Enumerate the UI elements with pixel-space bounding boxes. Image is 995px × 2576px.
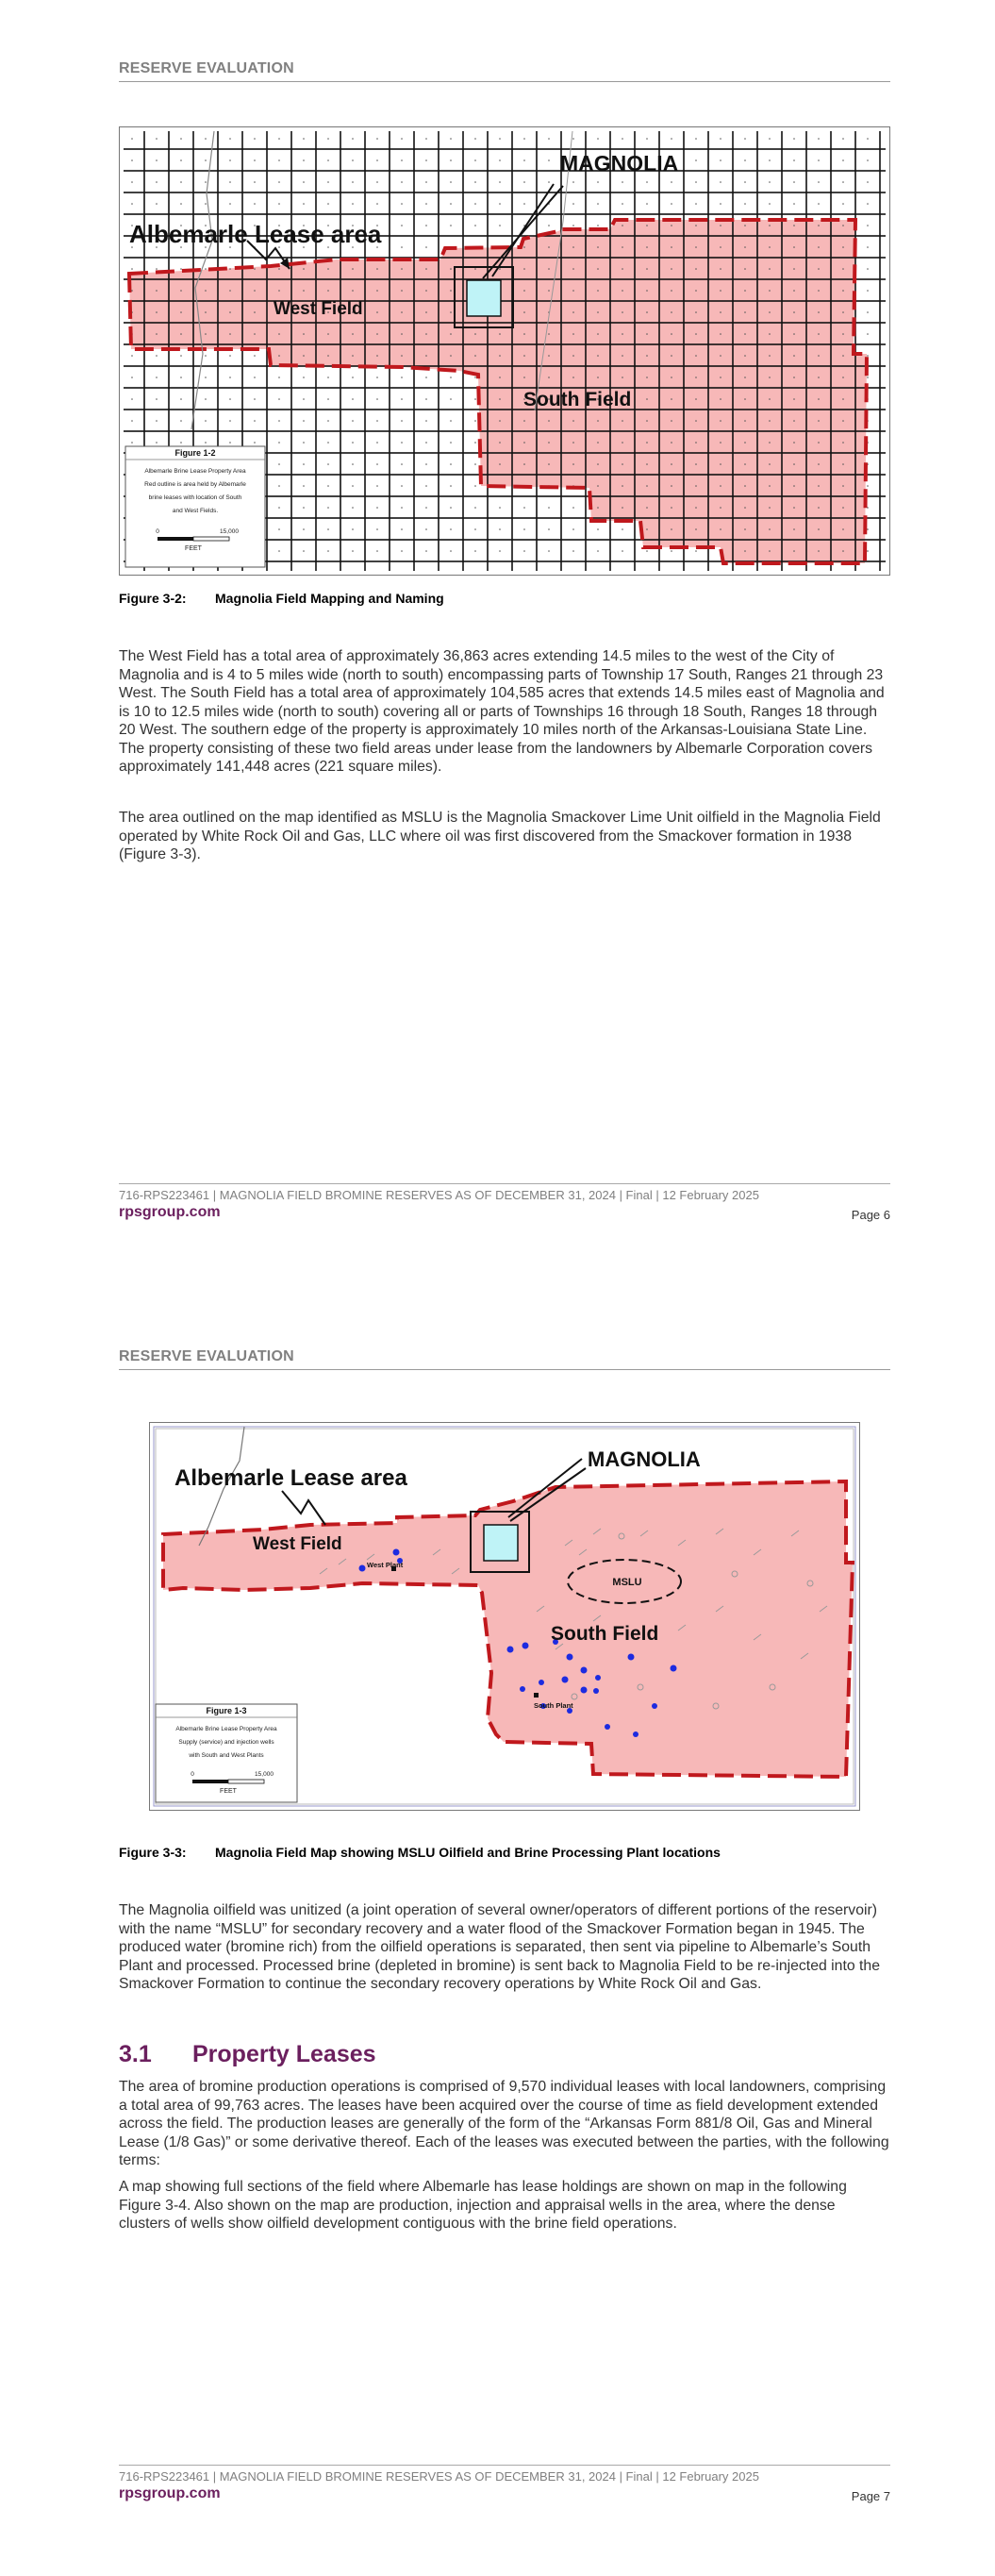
- page-7: [0, 1288, 995, 2576]
- header-rule: [119, 1369, 890, 1370]
- west-plant-label: West Plant: [367, 1561, 404, 1569]
- paragraph: The area outlined on the map identified as MSLU is the Magnolia Smackover Lime Unit oilfield in the Magnolia Field operated by White Rock Oil and Gas, LLC where oil was first discovered from the Smackover formation in 1938 (Figure 3-3).: [119, 810, 881, 862]
- section-heading: [119, 2041, 376, 2068]
- west-field-label: West Field: [253, 1534, 342, 1554]
- figure-3-2-caption: [119, 591, 444, 606]
- running-header: RESERVE EVALUATION: [119, 60, 294, 76]
- scale-bar: [192, 1780, 228, 1783]
- legend-line: with South and West Plants: [189, 1752, 264, 1759]
- paragraph: The area of bromine production operations is comprised of 9,570 individual leases with local landowners, comprising a total area of 99,763 acres. The leases have been acquired over the course of time as field development extended across the field. The production leases are generally of the form of the “Arkansas Form 881/8 Oil, Gas and Mineral Lease (1/8 Gas)” or some derivative thereof. Each of the leases was executed between the parties, with the following terms:: [119, 2079, 889, 2168]
- footer-site-link[interactable]: rpsgroup.com: [119, 2485, 221, 2501]
- albemarle-lease-label: Albemarle Lease area: [174, 1465, 407, 1491]
- footer-doc-ref: 716-RPS223461 | MAGNOLIA FIELD BROMINE RESERVES AS OF DECEMBER 31, 2024 | Final | 12 February 2025: [119, 1188, 759, 1202]
- mslu-label: MSLU: [612, 1577, 642, 1588]
- scale-start: 0: [156, 528, 159, 535]
- legend-line: Supply (service) and injection wells: [178, 1739, 274, 1746]
- legend-line: and West Fields.: [172, 508, 219, 514]
- caption-number: Figure 3-3:: [119, 1845, 187, 1860]
- section-number: 3.1: [119, 2041, 152, 2067]
- figure-3-3-caption: [119, 1845, 721, 1860]
- west-field-label: West Field: [274, 299, 363, 319]
- footer-doc-ref: 716-RPS223461 | MAGNOLIA FIELD BROMINE RESERVES AS OF DECEMBER 31, 2024 | Final | 12 February 2025: [119, 2469, 759, 2484]
- south-plant-label: South Plant: [534, 1701, 573, 1710]
- magnolia-label: MAGNOLIA: [560, 151, 679, 176]
- scale-end: 15,000: [255, 1771, 274, 1778]
- figure-3-2-svg: [120, 127, 889, 575]
- legend-title: Figure 1-2: [174, 448, 216, 458]
- paragraph: A map showing full sections of the field where Albemarle has lease holdings are shown on map in the following Figure 3-4. Also shown on the map are production, injection and appraisal wells in the area, where the dense clusters of wells show oilfield development contiguous with the brine field operations.: [119, 2179, 847, 2232]
- caption-text: Magnolia Field Map showing MSLU Oilfield and Brine Processing Plant locations: [215, 1845, 721, 1860]
- scale-unit: FEET: [220, 1788, 237, 1795]
- albemarle-lease-label: Albemarle Lease area: [129, 220, 382, 248]
- scale-bar: [158, 537, 193, 541]
- legend-line: Albemarle Brine Lease Property Area: [175, 1726, 277, 1732]
- footer-site-link[interactable]: rpsgroup.com: [119, 1204, 221, 1220]
- figure-3-3-svg: [150, 1423, 859, 1810]
- paragraph: The West Field has a total area of approximately 36,863 acres extending 14.5 miles to the west of the City of Magnolia and is 4 to 5 miles wide (north to south) encompassing parts of Township 17 South, Ranges 21 through 23 West. The South Field has a total area of approximately 104,585 acres that extends 14.5 miles east of Magnolia and is 10 to 12.5 miles wide (north to south) covering all or parts of Townships 16 through 18 South, Ranges 18 through 20 West. The southern edge of the property is approximately 10 miles north of the Arkansas-Louisiana State Line. The property consisting of these two field areas under lease from the landowners by Albemarle Corporation covers approximately 141,448 acres (221 square miles).: [119, 648, 885, 775]
- paragraph: The Magnolia oilfield was unitized (a joint operation of several owner/operators of different portions of the reservoir) with the name “MSLU” for secondary recovery and a water flood of the Smackover Formation began in 1945. The produced water (bromine rich) from the oilfield operations is separated, then sent via pipeline to Albemarle’s South Plant and processed. Processed brine (depleted in bromine) is sent back to Magnolia Field to be re-injected into the Smackover Formation to continue the secondary recovery operations by White Rock Oil and Gas.: [119, 1902, 880, 1992]
- legend-line: Red outline is area held by Albemarle: [144, 481, 246, 488]
- south-field-label: South Field: [523, 389, 632, 410]
- page-number: Page 7: [851, 2489, 890, 2503]
- header-rule: [119, 81, 890, 82]
- section-title: Property Leases: [192, 2041, 376, 2067]
- south-plant-marker: [534, 1693, 539, 1698]
- magnolia-label: MAGNOLIA: [588, 1447, 701, 1471]
- legend-line: Albemarle Brine Lease Property Area: [144, 468, 246, 475]
- page-number: Page 6: [851, 1208, 890, 1222]
- caption-number: Figure 3-2:: [119, 591, 187, 606]
- running-header: RESERVE EVALUATION: [119, 1348, 294, 1364]
- scale-start: 0: [191, 1771, 194, 1778]
- south-field-label: South Field: [551, 1623, 659, 1645]
- scale-end: 15,000: [220, 528, 239, 535]
- legend-line: brine leases with location of South: [148, 494, 242, 501]
- figure-3-3-map: [149, 1422, 860, 1811]
- magnolia-city-fill: [467, 280, 501, 316]
- scale-unit: FEET: [185, 545, 202, 552]
- caption-text: Magnolia Field Mapping and Naming: [215, 591, 444, 606]
- footer-rule: [119, 2465, 890, 2466]
- footer-rule: [119, 1183, 890, 1184]
- albemarle-arrow: [282, 1491, 325, 1525]
- legend-title: Figure 1-3: [206, 1706, 247, 1715]
- magnolia-city-fill: [484, 1525, 518, 1561]
- figure-3-2-map: [119, 126, 890, 576]
